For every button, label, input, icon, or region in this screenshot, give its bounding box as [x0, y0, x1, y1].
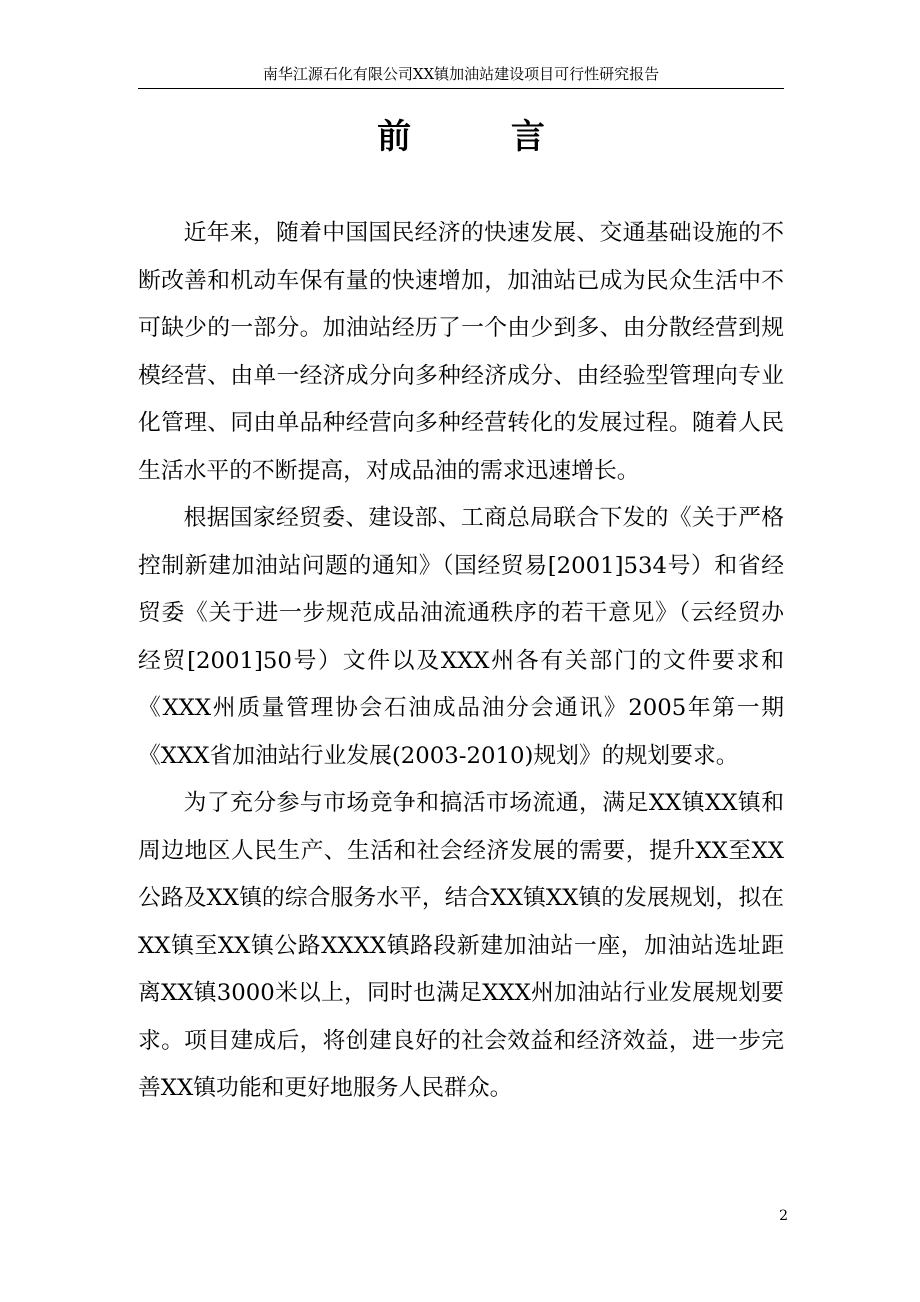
body-paragraph-3: 为了充分参与市场竞争和搞活市场流通，满足XX镇XX镇和周边地区人民生产、生活和社会经济发展的需要，提升XX至XX公路及XX镇的综合服务水平，结合XX镇XX镇的发展规划，拟在XX镇至XX镇公路XXXX镇路段新建加油站一座，加油站选址距离XX镇3000米以上，同时也满足XXX州加油站行业发展规划要求。项目建成后，将创建良好的社会效益和经济效益，进一步完善XX镇功能和更好地服务人民群众。: [138, 790, 784, 1101]
body-paragraph-1: 近年来，随着中国国民经济的快速发展、交通基础设施的不断改善和机动车保有量的快速增加，加油站已成为民众生活中不可缺少的一部分。加油站经历了一个由少到多、由分散经营到规模经营、由单一经济成分向多种经济成分、由经验型管理向专业化管理、同由单品种经营向多种经营转化的发展过程。随着人民生活水平的不断提高，对成品油的需求迅速增长。: [138, 220, 784, 484]
body-paragraph-2: 根据国家经贸委、建设部、工商总局联合下发的《关于严格控制新建加油站问题的通知》（国经贸易[2001]534号）和省经贸委《关于进一步规范成品油流通秩序的若干意见》（云经贸办经贸[2001]50号）文件以及XXX州各有关部门的文件要求和《XXX州质量管理协会石油成品油分会通讯》2005年第一期《XXX省加油站行业发展(2003-2010)规划》的规划要求。: [138, 505, 784, 769]
page-number: 2: [779, 1208, 788, 1224]
header-divider: [138, 88, 784, 89]
running-header: 南华江源石化有限公司XX镇加油站建设项目可行性研究报告: [262, 65, 660, 83]
page-title: 前 言: [377, 117, 589, 157]
